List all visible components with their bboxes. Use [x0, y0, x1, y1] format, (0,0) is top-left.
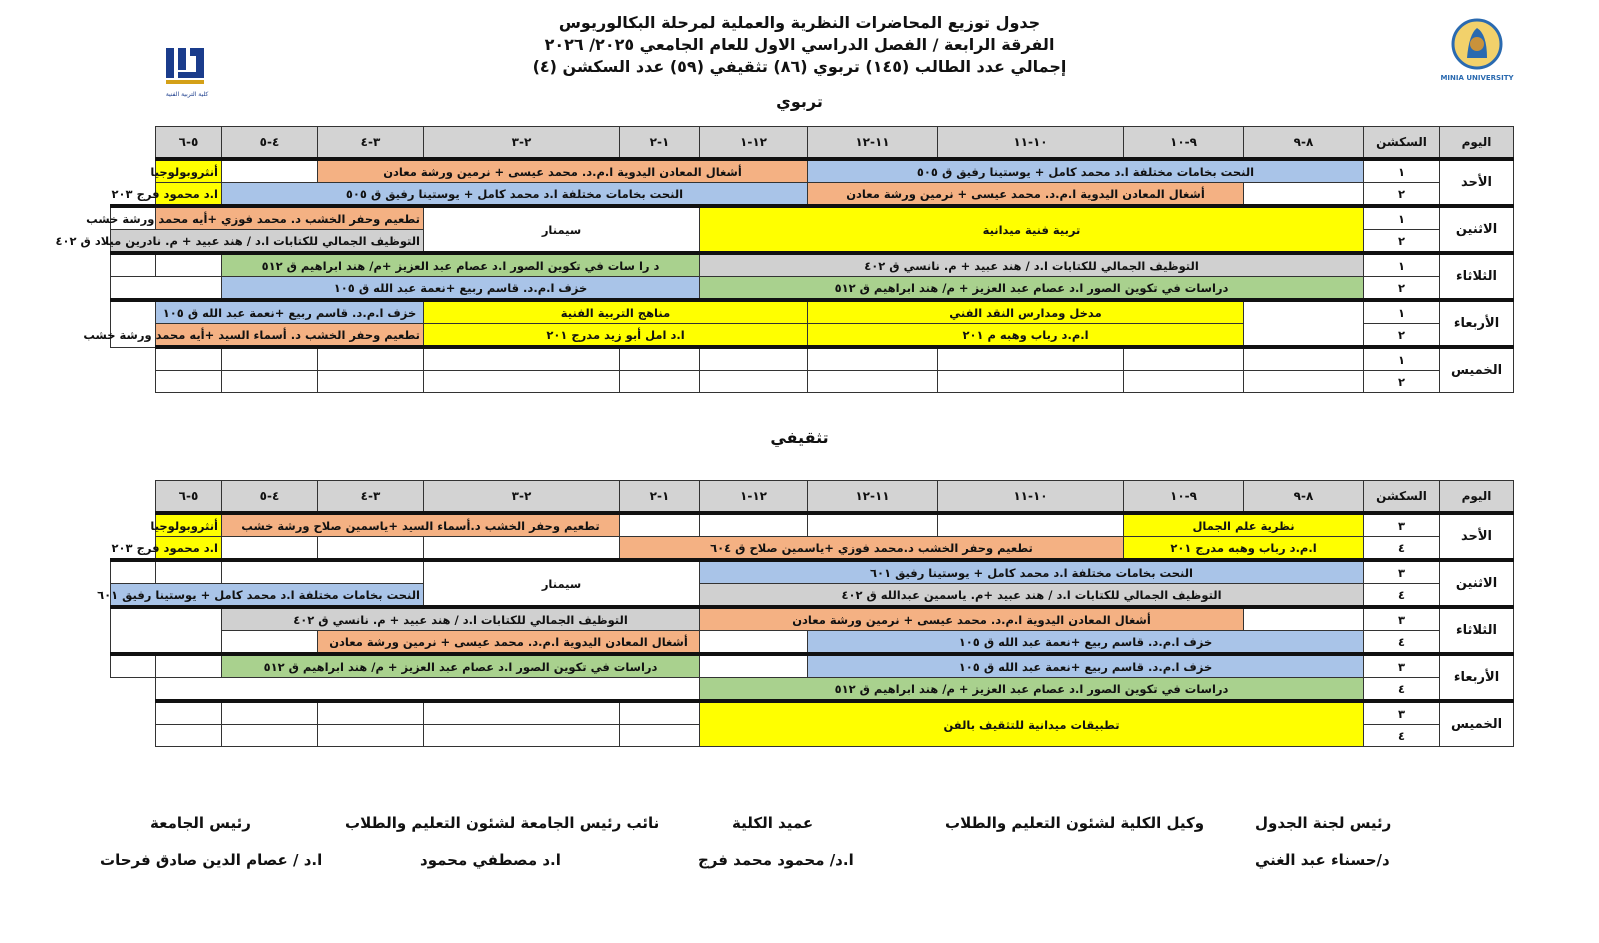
schedule-cell [938, 513, 1124, 537]
schedule-cell [620, 513, 700, 537]
table1-caption: تربوي [776, 92, 823, 111]
schedule-cell: أشغال المعادن اليدوية ا.م.د. محمد عيسى + نرمين ورشة معادن [700, 607, 1244, 631]
schedule-cell: تطعيم وحفر الخشب د.محمد فوزي +ياسمين صلاح ق ٦٠٤ [620, 537, 1124, 561]
section-cell: ٣ [1364, 513, 1440, 537]
svg-text:MINIA UNIVERSITY: MINIA UNIVERSITY [1440, 74, 1514, 82]
section-cell: ١ [1364, 253, 1440, 277]
schedule-cell: ا.م.د رباب وهبه مدرج ٢٠١ [1124, 537, 1364, 561]
column-header-time: ٤-٥ [222, 481, 318, 514]
schedule-cell: نظرية علم الجمال [1124, 513, 1364, 537]
table-row [111, 513, 1514, 537]
table-row [111, 300, 1514, 324]
table-row [111, 159, 1514, 183]
column-header-time: ٣-٤ [318, 481, 424, 514]
schedule-cell: سيمنار [424, 560, 700, 607]
schedule-table-educational [55, 126, 1514, 393]
schedule-cell: دراسات في تكوين الصور ا.د عصام عبد العزيز + م/ هند ابراهيم ق ٥١٢ [700, 277, 1364, 301]
schedule-cell [222, 537, 318, 561]
section-cell: ٣ [1364, 654, 1440, 678]
schedule-cell [156, 371, 222, 393]
section-cell: ٤ [1364, 678, 1440, 702]
schedule-cell [156, 347, 222, 371]
schedule-cell [222, 371, 318, 393]
schedule-cell [318, 371, 424, 393]
schedule-cell: تطعيم وحفر الخشب د.أسماء السيد +ياسمين صلاح ورشة خشب [222, 513, 620, 537]
schedule-cell [938, 347, 1124, 371]
schedule-cell [424, 725, 620, 747]
day-cell: الاثنين [1440, 206, 1514, 253]
schedule-cell: خزف ا.م.د. قاسم ربيع +نعمة عبد الله ق ١٠٥ [808, 631, 1364, 655]
column-header-time: ٥-٦ [156, 481, 222, 514]
schedule-cell [222, 631, 318, 655]
schedule-cell: النحت بخامات مختلفة ا.د محمد كامل + يوستينا رفيق ق ٥٠٥ [808, 159, 1364, 183]
schedule-cell [156, 701, 222, 725]
schedule-cell: مناهج التربية الفنية [424, 300, 808, 324]
schedule-cell [111, 277, 222, 301]
header-subtitle: الفرقة الرابعة / الفصل الدراسي الاول للعام الجامعي ٢٠٢٥/ ٢٠٢٦ [544, 35, 1055, 54]
schedule-cell [156, 253, 222, 277]
schedule-cell [111, 253, 156, 277]
schedule-cell: التوظيف الجمالي للكتابات ا.د / هند عبيد + م. نادرين ميلاد ق ٤٠٢ [111, 230, 424, 254]
schedule-cell [700, 513, 808, 537]
table-row [111, 560, 1514, 584]
table-row [111, 277, 1514, 301]
section-cell: ٤ [1364, 725, 1440, 747]
schedule-cell [1244, 607, 1364, 631]
schedule-cell [700, 347, 808, 371]
schedule-cell: التوظيف الجمالي للكتابات ا.د / هند عبيد + م. نانسي ق ٤٠٢ [700, 253, 1364, 277]
section-cell: ٢ [1364, 183, 1440, 207]
schedule-cell: خزف ا.م.د. قاسم ربيع +نعمة عبد الله ق ١٠٥ [156, 300, 424, 324]
column-header-time: ١١-١٢ [808, 127, 938, 160]
table-row [111, 206, 1514, 230]
schedule-cell: أنثروبولوجيا [156, 513, 222, 537]
section-cell: ٣ [1364, 701, 1440, 725]
schedule-cell [424, 537, 620, 561]
schedule-cell [620, 725, 700, 747]
column-header-time: ١-٢ [620, 127, 700, 160]
schedule-cell: دراسات في تكوين الصور ا.د عصام عبد العزيز + م/ هند ابراهيم ق ٥١٢ [222, 654, 700, 678]
column-header-time: ٩-١٠ [1124, 481, 1244, 514]
schedule-cell: خزف ا.م.د. قاسم ربيع +نعمة عبد الله ق ١٠٥ [222, 277, 700, 301]
table-row [111, 631, 1514, 655]
table-row [111, 347, 1514, 371]
day-cell: الأحد [1440, 513, 1514, 560]
schedule-cell: د را سات في تكوين الصور ا.د عصام عبد العزيز +م/ هند ابراهيم ق ٥١٢ [222, 253, 700, 277]
schedule-cell [1244, 183, 1364, 207]
schedule-cell: تطبيقات ميدانية للتثقيف بالفن [700, 701, 1364, 747]
schedule-cell [424, 371, 620, 393]
section-cell: ٢ [1364, 277, 1440, 301]
schedule-cell [1244, 371, 1364, 393]
table-row [111, 537, 1514, 561]
section-cell: ١ [1364, 347, 1440, 371]
schedule-cell [318, 537, 424, 561]
schedule-cell [222, 560, 424, 584]
schedule-cell: النحت بخامات مختلفة ا.د محمد كامل + يوستينا رفيق ٦٠١ [111, 584, 424, 608]
column-header-time: ٩-١٠ [1124, 127, 1244, 160]
schedule-table-cultural [97, 480, 1514, 747]
day-cell: الخميس [1440, 347, 1514, 393]
schedule-cell [424, 347, 620, 371]
schedule-cell: مدخل ومدارس النقد الفني [808, 300, 1244, 324]
column-header-time: ١٢-١ [700, 481, 808, 514]
schedule-cell [111, 607, 222, 654]
signature-name: ا.د مصطفي محمود [420, 851, 561, 869]
document-header [0, 12, 1599, 78]
schedule-cell: أشغال المعادن اليدوية ا.م.د. محمد عيسى + نرمين ورشة معادن [808, 183, 1244, 207]
signature-name: ا.د / عصام الدين صادق فرحات [100, 851, 323, 869]
schedule-cell [1244, 300, 1364, 347]
schedule-cell [1124, 347, 1244, 371]
schedule-cell [111, 560, 156, 584]
section-cell: ١ [1364, 206, 1440, 230]
schedule-cell [1124, 371, 1244, 393]
schedule-cell [318, 347, 424, 371]
day-cell: الأحد [1440, 159, 1514, 206]
column-header-time: ١-٢ [620, 481, 700, 514]
svg-text:كلية التربية الفنية: كلية التربية الفنية [165, 91, 209, 98]
schedule-cell: ا.م.د رباب وهبه م ٢٠١ [808, 324, 1244, 348]
schedule-cell [700, 631, 808, 655]
column-header-section: السكشن [1364, 481, 1440, 514]
schedule-cell: تطعيم وحفر الخشب د. محمد فوزي +أيه محمد ورشة خشب [156, 206, 424, 230]
column-header-time: ٨-٩ [1244, 127, 1364, 160]
table-row [111, 607, 1514, 631]
schedule-cell [620, 371, 700, 393]
column-header-time: ٣-٤ [318, 127, 424, 160]
signature-title: عميد الكلية [732, 814, 814, 832]
schedule-cell [1244, 347, 1364, 371]
section-cell: ٤ [1364, 631, 1440, 655]
header-totals: إجمالي عدد الطالب (١٤٥) تربوي (٨٦) تثقيفي (٥٩) عدد السكشن (٤) [532, 57, 1067, 76]
section-cell: ٢ [1364, 371, 1440, 393]
schedule-cell [222, 701, 318, 725]
section-cell: ١ [1364, 159, 1440, 183]
column-header-time: ١١-١٢ [808, 481, 938, 514]
table2-caption: تثقيفي [770, 428, 829, 447]
schedule-cell [318, 725, 424, 747]
section-cell: ٤ [1364, 584, 1440, 608]
schedule-cell [156, 560, 222, 584]
schedule-cell: تربية فنية ميدانية [700, 206, 1364, 253]
schedule-cell [111, 654, 156, 678]
signature-title: نائب رئيس الجامعة لشئون التعليم والطلاب [345, 814, 660, 832]
university-logo-icon [1442, 14, 1512, 84]
table-row [111, 678, 1514, 702]
section-cell: ٢ [1364, 230, 1440, 254]
schedule-cell: التوظيف الجمالي للكتابات ا.د / هند عبيد +م. ياسمين عبدالله ق ٤٠٢ [700, 584, 1364, 608]
table-row [111, 371, 1514, 393]
schedule-cell [808, 513, 938, 537]
table-row [111, 584, 1514, 608]
schedule-cell: أنثروبولوجيا [156, 159, 222, 183]
section-cell: ٤ [1364, 537, 1440, 561]
column-header-time: ٥-٦ [156, 127, 222, 160]
table-row [111, 253, 1514, 277]
schedule-cell [424, 701, 620, 725]
schedule-cell [222, 347, 318, 371]
schedule-cell [700, 371, 808, 393]
schedule-cell: النحت بخامات مختلفة ا.د محمد كامل + يوستينا رفيق ٦٠١ [700, 560, 1364, 584]
header-title: جدول توزيع المحاضرات النظرية والعملية لمرحلة البكالوريوس [558, 13, 1041, 32]
column-header-time: ٨-٩ [1244, 481, 1364, 514]
day-cell: الثلاثاء [1440, 253, 1514, 300]
schedule-cell [700, 654, 808, 678]
signature-title: رئيس الجامعة [150, 814, 251, 832]
schedule-cell: خزف ا.م.د. قاسم ربيع +نعمة عبد الله ق ١٠٥ [808, 654, 1364, 678]
schedule-cell: أشغال المعادن اليدوية ا.م.د. محمد عيسى + نرمين ورشة معادن [318, 631, 700, 655]
schedule-cell: ا.د محمود فرج ٢٠٣ [156, 537, 222, 561]
column-header-time: ١٠-١١ [938, 127, 1124, 160]
day-cell: الاثنين [1440, 560, 1514, 607]
column-header-day: اليوم [1440, 127, 1514, 160]
section-cell: ٣ [1364, 607, 1440, 631]
day-cell: الأربعاء [1440, 300, 1514, 347]
table-row [111, 183, 1514, 207]
column-header-section: السكشن [1364, 127, 1440, 160]
column-header-day: اليوم [1440, 481, 1514, 514]
schedule-cell [620, 347, 700, 371]
schedule-cell: دراسات في تكوين الصور ا.د عصام عبد العزيز + م/ هند ابراهيم ق ٥١٢ [700, 678, 1364, 702]
schedule-cell: ا.د امل أبو زيد مدرج ٢٠١ [424, 324, 808, 348]
column-header-time: ١٠-١١ [938, 481, 1124, 514]
schedule-cell [222, 159, 318, 183]
day-cell: الثلاثاء [1440, 607, 1514, 654]
schedule-cell: ا.د محمود فرج ٢٠٣ [156, 183, 222, 207]
schedule-cell [156, 678, 700, 702]
day-cell: الأربعاء [1440, 654, 1514, 701]
schedule-cell: تطعيم وحفر الخشب د. أسماء السيد +أيه محمد ورشة خشب [156, 324, 424, 348]
table-row [111, 654, 1514, 678]
schedule-cell [318, 701, 424, 725]
schedule-cell [808, 371, 938, 393]
signature-title: رئيس لجنة الجدول [1255, 814, 1392, 832]
column-header-time: ١٢-١ [700, 127, 808, 160]
section-cell: ٣ [1364, 560, 1440, 584]
column-header-time: ٤-٥ [222, 127, 318, 160]
signature-name: د/حسناء عبد الغني [1255, 851, 1390, 869]
column-header-time: ٢-٣ [424, 481, 620, 514]
schedule-cell: النحت بخامات مختلفة ا.د محمد كامل + يوستينا رفيق ق ٥٠٥ [222, 183, 808, 207]
day-cell: الخميس [1440, 701, 1514, 747]
schedule-cell [620, 701, 700, 725]
schedule-cell: سيمنار [424, 206, 700, 253]
section-cell: ١ [1364, 300, 1440, 324]
column-header-time: ٢-٣ [424, 127, 620, 160]
schedule-cell [156, 654, 222, 678]
schedule-cell [938, 371, 1124, 393]
section-cell: ٢ [1364, 324, 1440, 348]
schedule-cell [808, 347, 938, 371]
table-row [111, 701, 1514, 725]
schedule-cell: التوظيف الجمالي للكتابات ا.د / هند عبيد + م. نانسي ق ٤٠٢ [222, 607, 700, 631]
signature-name: ا.د/ محمود محمد فرج [698, 851, 854, 869]
schedule-cell [222, 725, 318, 747]
schedule-cell [156, 725, 222, 747]
schedule-cell: أشغال المعادن اليدوية ا.م.د. محمد عيسى + نرمين ورشة معادن [318, 159, 808, 183]
signature-title: وكيل الكلية لشئون التعليم والطلاب [945, 814, 1205, 832]
